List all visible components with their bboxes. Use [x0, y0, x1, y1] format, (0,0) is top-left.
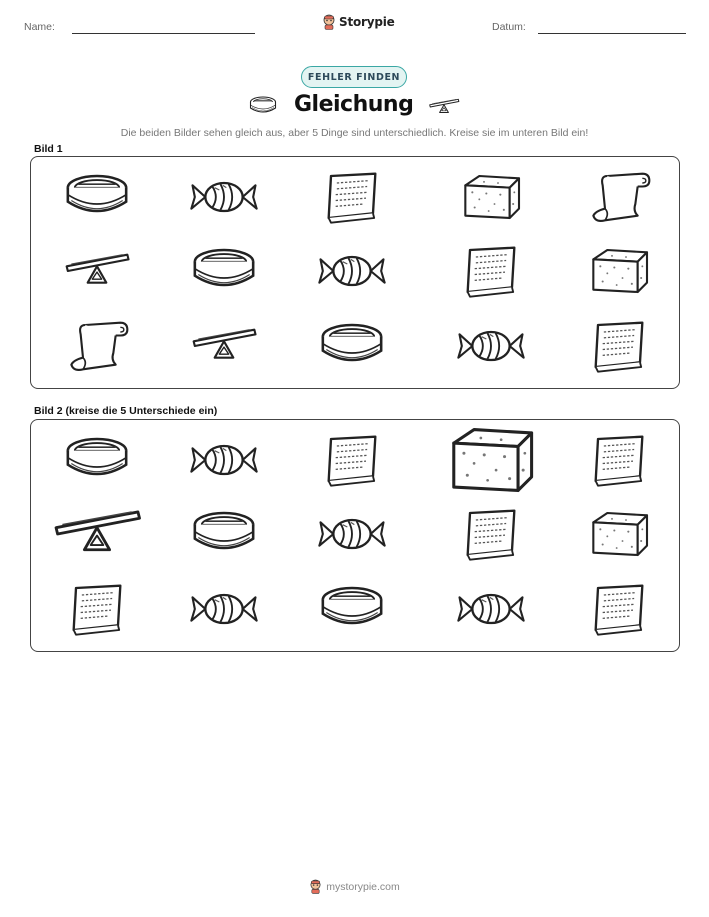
- grid-cell[interactable]: [189, 506, 259, 562]
- book-icon: [584, 432, 654, 488]
- picture1-label: Bild 1: [34, 143, 63, 155]
- book-icon: [317, 169, 387, 225]
- grid-cell: [62, 169, 132, 225]
- date-label: Datum:: [492, 21, 526, 33]
- grid-cell[interactable]: [62, 581, 132, 637]
- storypie-mascot-icon: [322, 14, 336, 30]
- scroll-icon: [62, 318, 132, 374]
- instructions: Die beiden Bilder sehen gleich aus, aber 5 Dinge sind unterschiedlich. Kreise sie im unteren Bild ein!: [120, 127, 589, 139]
- grid-cell: [317, 169, 387, 225]
- grid-cell: [189, 243, 259, 299]
- book-icon: [584, 318, 654, 374]
- grid-cell[interactable]: [189, 432, 259, 488]
- title-row: [0, 92, 709, 124]
- book-icon: [456, 506, 526, 562]
- bowl-icon: [189, 243, 259, 299]
- storypie-mascot-icon: [309, 879, 322, 894]
- grid-cell: [456, 243, 526, 299]
- candy-icon: [317, 243, 387, 299]
- brand-name: Storypie: [339, 15, 395, 29]
- grid-cell: [584, 243, 654, 299]
- name-label: Name:: [24, 21, 55, 33]
- seesaw-icon: [189, 318, 259, 374]
- candy-icon: [317, 506, 387, 562]
- date-line[interactable]: [538, 33, 686, 34]
- bowl-icon: [317, 581, 387, 637]
- grid-cell[interactable]: [584, 432, 654, 488]
- book-icon: [62, 581, 132, 637]
- grid-cell[interactable]: [440, 419, 542, 500]
- bowl-icon: [62, 432, 132, 488]
- bowl-icon: [62, 169, 132, 225]
- grid-cell[interactable]: [584, 506, 654, 562]
- picture2-label: Bild 2 (kreise die 5 Unterschiede ein): [34, 405, 218, 417]
- candy-icon: [456, 318, 526, 374]
- name-line[interactable]: [72, 33, 255, 34]
- brand-logo: [322, 14, 395, 30]
- candy-icon: [189, 581, 259, 637]
- seesaw-icon: [426, 96, 462, 118]
- grid-cell[interactable]: [317, 506, 387, 562]
- grid-cell: [317, 243, 387, 299]
- book-icon: [456, 243, 526, 299]
- seesaw-icon: [50, 496, 145, 572]
- candy-icon: [189, 169, 259, 225]
- grid-cell[interactable]: [456, 506, 526, 562]
- seesaw-icon: [62, 243, 132, 299]
- grid-cell[interactable]: [317, 432, 387, 488]
- grid-cell: [584, 318, 654, 374]
- cheese-block-icon: [456, 169, 526, 225]
- grid-cell[interactable]: [50, 496, 145, 572]
- candy-icon: [189, 432, 259, 488]
- cheese-block-icon: [440, 419, 542, 500]
- book-icon: [584, 581, 654, 637]
- grid-cell: [189, 169, 259, 225]
- candy-icon: [456, 581, 526, 637]
- grid-cell[interactable]: [317, 581, 387, 637]
- grid-cell: [456, 169, 526, 225]
- cheese-block-icon: [584, 506, 654, 562]
- grid-cell: [62, 243, 132, 299]
- category-badge: FEHLER FINDEN: [301, 66, 407, 88]
- grid-cell[interactable]: [584, 581, 654, 637]
- book-icon: [317, 432, 387, 488]
- grid-cell: [317, 318, 387, 374]
- grid-cell: [189, 318, 259, 374]
- grid-cell: [62, 318, 132, 374]
- grid-cell: [584, 169, 654, 225]
- grid-cell[interactable]: [456, 581, 526, 637]
- footer-url[interactable]: mystorypie.com: [326, 880, 400, 893]
- picture2-panel[interactable]: [30, 419, 680, 652]
- grid-cell[interactable]: [62, 432, 132, 488]
- picture1-panel: [30, 156, 680, 389]
- page-title: Gleichung: [294, 92, 414, 117]
- bowl-icon: [248, 94, 278, 118]
- footer: [0, 879, 709, 894]
- cheese-block-icon: [584, 243, 654, 299]
- bowl-icon: [317, 318, 387, 374]
- scroll-icon: [584, 169, 654, 225]
- grid-cell[interactable]: [189, 581, 259, 637]
- bowl-icon: [189, 506, 259, 562]
- grid-cell: [456, 318, 526, 374]
